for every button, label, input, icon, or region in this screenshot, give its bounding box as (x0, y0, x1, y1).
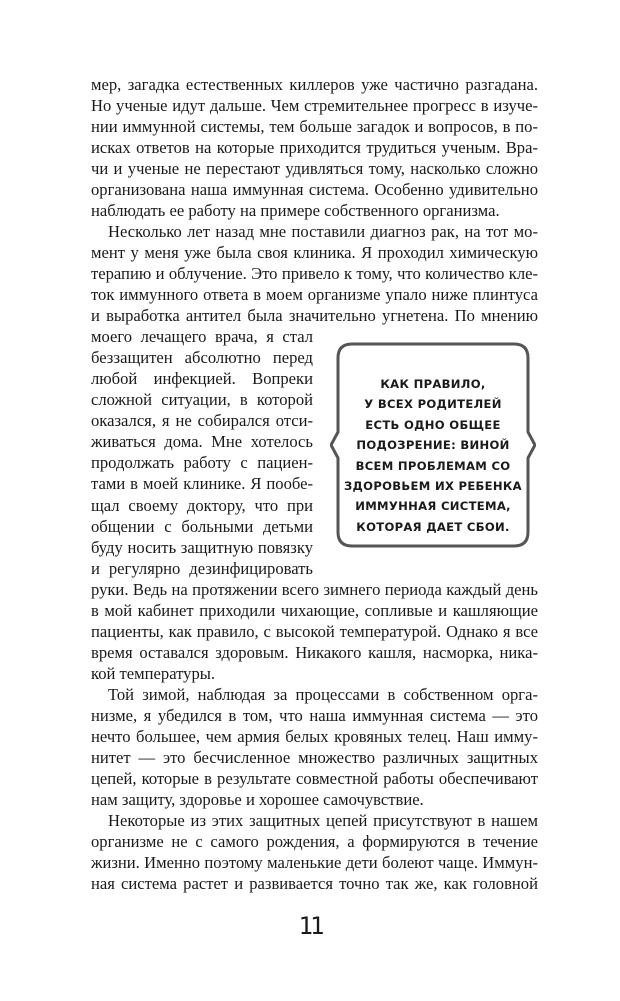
text-line: пациенты, как правило, с высокой температурой. Однако я все (91, 621, 538, 641)
callout-line: ЗДОРОВЬЕМ ИХ РЕБЕНКА (344, 478, 522, 493)
text-line: кой температуры. (91, 663, 216, 683)
text-line: мер, загадка естественных киллеров уже частично разгадана. (91, 74, 538, 94)
text-line: жизни. Именно поэтому маленькие дети болеют чаще. Иммун- (91, 853, 538, 873)
text-line: мент у меня уже была своя клиника. Я проходил химическую (91, 242, 538, 262)
text-line: Той зимой, наблюдая за процессами в собственном орга- (108, 684, 538, 704)
text-line: сложной ситуации, в которой (91, 390, 313, 410)
text-line: общении с больными детьми (91, 516, 313, 536)
callout-line: У ВСЕХ РОДИТЕЛЕЙ (364, 397, 502, 412)
text-line: нии иммунной системы, тем больше загадок и вопросов, в по- (91, 116, 538, 136)
text-line: Несколько лет назад мне поставили диагноз рак, на тот мо- (108, 221, 538, 241)
text-line: руки. Ведь на протяжении всего зимнего периода каждый день (91, 579, 538, 599)
pull-quote-callout (330, 340, 536, 550)
callout-line: ЕСТЬ ОДНО ОБЩЕЕ (365, 417, 501, 432)
text-line: тами в моей клинике. Я пообе- (91, 474, 313, 494)
text-line: продолжать работу с пациен- (91, 453, 313, 473)
text-line: нитет — это бесчисленное множество различных защитных (91, 748, 538, 768)
text-line: ток иммунного ответа в моем организме упало ниже плинтуса (91, 285, 538, 304)
text-line: Некоторые из этих защитных цепей присутствуют в нашем (108, 811, 538, 831)
text-line: и выработка антител была значительно угнетена. По мнению (91, 306, 538, 326)
text-line: и регулярно дезинфицировать (91, 558, 313, 578)
callout-line: КОТОРАЯ ДАЕТ СБОИ. (356, 519, 510, 534)
callout-line: КАК ПРАВИЛО, (380, 377, 486, 391)
text-line: цепей, которые в результате совместной работы обеспечивают (91, 769, 538, 789)
page-number: 11 (298, 912, 322, 940)
text-line: терапию и облучение. Это привело к тому, что количество кле- (91, 263, 538, 283)
callout-line: ИММУННАЯ СИСТЕМА, (355, 499, 511, 514)
text-line: живаться дома. Мне хотелось (91, 432, 313, 452)
text-line: исках ответов на которые приходится трудиться ученым. Вра- (91, 137, 538, 157)
text-line: организована наша иммунная система. Особенно удивительно (91, 179, 538, 199)
text-line: буду носить защитную повязку (91, 537, 313, 557)
text-line: ная система растет и развивается точно так же, как головной (91, 874, 538, 894)
text-line: моего лечащего врача, я стал (91, 327, 313, 347)
text-line: Но ученые идут дальше. Чем стремительнее прогресс в изуче- (91, 95, 538, 115)
text-line: организме не с самого рождения, а формируются в течение (91, 832, 538, 852)
text-line: оказался, я не собирался отси- (91, 411, 313, 431)
text-line: чи и ученые не перестают удивляться тому, насколько сложно (91, 158, 538, 178)
callout-line: ВСЕМ ПРОБЛЕМАМ СО (355, 458, 511, 473)
text-line: низме, я убедился в том, что наша иммунная система — это (91, 706, 538, 725)
text-line: беззащитен абсолютно перед (91, 348, 313, 368)
text-line: нам защиту, здоровье и хорошее самочувствие. (91, 790, 424, 810)
text-line: нечто большее, чем армия белых кровяных телец. Наш имму- (91, 727, 538, 747)
callout-text (342, 374, 524, 537)
text-line: любой инфекцией. Вопреки (91, 369, 313, 389)
text-line: наблюдать ее работу на примере собственного организма. (91, 200, 500, 220)
text-line: щал своему доктору, что при (91, 495, 313, 515)
callout-line: ПОДОЗРЕНИЕ: ВИНОЙ (356, 438, 510, 453)
text-line: в мой кабинет приходили чихающие, сопливые и кашляющие (91, 600, 538, 620)
text-line: время оставался здоровым. Никакого кашля, насморка, ника- (91, 642, 538, 662)
